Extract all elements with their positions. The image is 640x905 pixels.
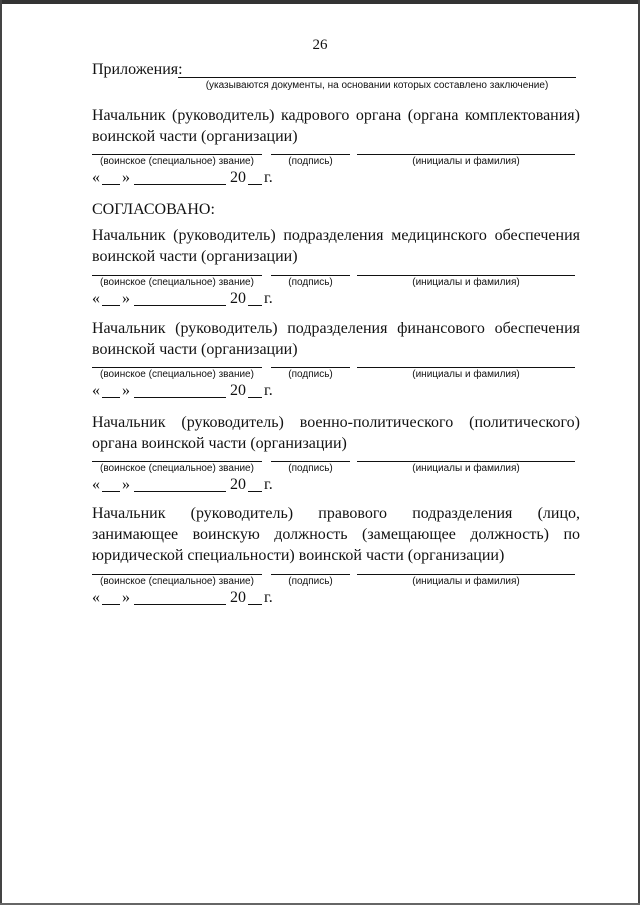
date-day-blank	[102, 382, 120, 398]
signature-row	[92, 154, 580, 168]
signature-caption: (подпись)	[288, 277, 333, 288]
date-year-blank	[248, 476, 262, 492]
signature-block-medical	[92, 225, 580, 308]
date-year-suffix: г.	[264, 382, 273, 399]
appendix-caption: (указываются документы, на основании которых составлено заключение)	[205, 80, 549, 91]
block-title: Начальник (руководитель) подразделения медицинского обеспечения воинской части (организации)	[92, 227, 580, 265]
signature-fill-line	[271, 154, 350, 155]
date-close-quote: »	[122, 169, 130, 186]
block-title: Начальник (руководитель) кадрового органа (органа комплектования) воинской части (организации)	[92, 107, 580, 145]
block-title: Начальник (руководитель) правового подразделения (лицо, занимающее воинскую должность (замещающее должность) по юридической специальности) воинской части (организации)	[92, 505, 580, 564]
date-open-quote: «	[92, 589, 100, 606]
date-row	[92, 589, 580, 607]
block-title: Начальник (руководитель) военно-политического (политического) органа воинской части (организации)	[92, 414, 580, 452]
signature-block-finance	[92, 318, 580, 400]
signature-fill-line	[271, 367, 350, 368]
agreed-heading: СОГЛАСОВАНО:	[92, 201, 215, 218]
date-month-blank	[134, 290, 226, 306]
date-month-blank	[134, 476, 226, 492]
rank-fill-line	[92, 367, 262, 368]
page-number: 26	[312, 37, 328, 53]
signature-caption: (подпись)	[288, 156, 333, 167]
name-fill-line	[357, 461, 575, 462]
appendix-section	[92, 61, 576, 101]
date-open-quote: «	[92, 290, 100, 307]
date-year-blank	[248, 589, 262, 605]
date-open-quote: «	[92, 382, 100, 399]
appendix-label: Приложения:	[92, 61, 183, 78]
signature-fill-line	[271, 461, 350, 462]
date-month-blank	[134, 382, 226, 398]
name-caption: (инициалы и фамилия)	[412, 277, 520, 288]
date-close-quote: »	[122, 382, 130, 399]
date-close-quote: »	[122, 476, 130, 493]
name-fill-line	[357, 574, 575, 575]
date-year-blank	[248, 382, 262, 398]
name-caption: (инициалы и фамилия)	[412, 156, 520, 167]
date-year-blank	[248, 169, 262, 185]
date-open-quote: «	[92, 169, 100, 186]
rank-caption: (воинское (специальное) звание)	[100, 156, 254, 167]
date-year-suffix: г.	[264, 290, 273, 307]
signature-row	[92, 574, 580, 588]
date-close-quote: »	[122, 290, 130, 307]
date-day-blank	[102, 169, 120, 185]
date-year-blank	[248, 290, 262, 306]
date-year-prefix: 20	[230, 476, 246, 493]
date-day-blank	[102, 476, 120, 492]
signature-fill-line	[271, 275, 350, 276]
name-caption: (инициалы и фамилия)	[412, 463, 520, 474]
signature-row	[92, 275, 580, 289]
block-title: Начальник (руководитель) подразделения финансового обеспечения воинской части (организации)	[92, 320, 580, 358]
rank-fill-line	[92, 154, 262, 155]
date-row	[92, 290, 580, 308]
signature-block-legal	[92, 503, 580, 607]
signature-caption: (подпись)	[288, 576, 333, 587]
name-caption: (инициалы и фамилия)	[412, 576, 520, 587]
name-caption: (инициалы и фамилия)	[412, 369, 520, 380]
date-month-blank	[134, 169, 226, 185]
date-open-quote: «	[92, 476, 100, 493]
date-row	[92, 476, 580, 494]
rank-fill-line	[92, 574, 262, 575]
date-year-suffix: г.	[264, 169, 273, 186]
date-year-prefix: 20	[230, 589, 246, 606]
date-row	[92, 169, 580, 187]
name-fill-line	[357, 154, 575, 155]
rank-fill-line	[92, 461, 262, 462]
date-month-blank	[134, 589, 226, 605]
appendix-fill-line	[178, 77, 576, 78]
rank-caption: (воинское (специальное) звание)	[100, 576, 254, 587]
name-fill-line	[357, 367, 575, 368]
signature-block-political	[92, 412, 580, 494]
rank-caption: (воинское (специальное) звание)	[100, 369, 254, 380]
date-year-suffix: г.	[264, 589, 273, 606]
scan-border-top	[0, 0, 640, 4]
signature-row	[92, 367, 580, 381]
scan-border-left	[0, 0, 2, 905]
date-year-prefix: 20	[230, 290, 246, 307]
date-day-blank	[102, 290, 120, 306]
date-year-prefix: 20	[230, 382, 246, 399]
date-close-quote: »	[122, 589, 130, 606]
signature-caption: (подпись)	[288, 463, 333, 474]
signature-block-personnel	[92, 105, 580, 187]
signature-row	[92, 461, 580, 475]
date-year-prefix: 20	[230, 169, 246, 186]
signature-fill-line	[271, 574, 350, 575]
rank-fill-line	[92, 275, 262, 276]
rank-caption: (воинское (специальное) звание)	[100, 463, 254, 474]
name-fill-line	[357, 275, 575, 276]
date-day-blank	[102, 589, 120, 605]
rank-caption: (воинское (специальное) звание)	[100, 277, 254, 288]
signature-caption: (подпись)	[288, 369, 333, 380]
date-year-suffix: г.	[264, 476, 273, 493]
date-row	[92, 382, 580, 400]
